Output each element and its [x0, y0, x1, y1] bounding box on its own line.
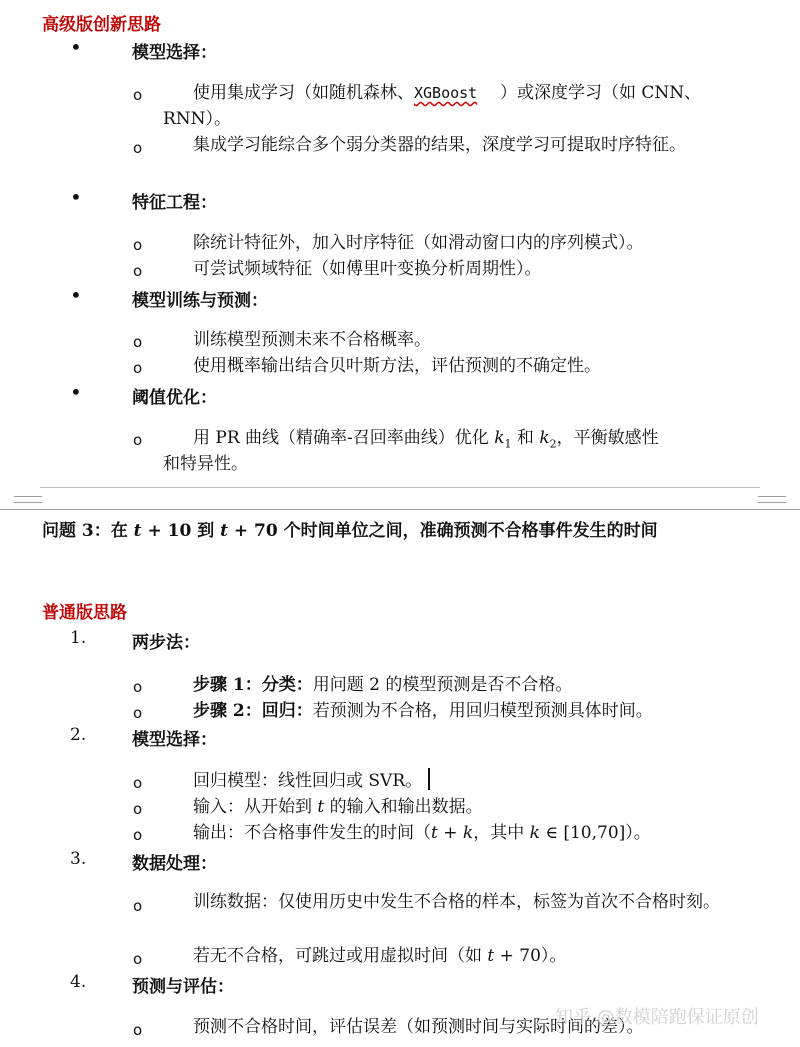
list-item-text: 集成学习能综合多个弱分类器的结果，深度学习可提取时序特征。	[193, 135, 686, 155]
list-item-text: 使用概率输出结合贝叶斯方法，评估预测的不确定性。	[193, 356, 601, 376]
list-number: 2.	[70, 725, 87, 745]
item-label-threshold: 阈值优化：	[132, 388, 217, 408]
sub-bullet-icon: o	[133, 950, 143, 968]
list-item-text: 可尝试频域特征（如傅里叶变换分析周期性）。	[193, 259, 542, 279]
bullet-icon: •	[70, 283, 82, 307]
list-item-text: 步骤 2：回归：若预测为不合格，用回归模型预测具体时间。	[193, 701, 653, 721]
margin-mark	[758, 496, 786, 497]
sub-bullet-icon: o	[133, 897, 143, 915]
item-label-train-predict: 模型训练与预测：	[132, 291, 268, 311]
list-item-text-wrap: RNN）。	[163, 109, 232, 129]
list-item-text: 回归模型：线性回归或 SVR。	[193, 768, 430, 794]
section-heading-advanced: 高级版创新思路	[42, 15, 161, 35]
margin-mark	[14, 496, 42, 497]
sub-bullet-icon: o	[133, 431, 143, 449]
list-item-text: 预测不合格时间，评估误差（如预测时间与实际时间的差）。	[193, 1017, 644, 1037]
text-cursor	[428, 768, 430, 790]
page-break-line	[0, 509, 800, 510]
section-heading-basic: 普通版思路	[42, 603, 127, 623]
margin-mark	[14, 502, 42, 503]
step-label-model-choice: 模型选择：	[132, 730, 217, 750]
list-item-text: 步骤 1：分类：用问题 2 的模型预测是否不合格。	[193, 675, 573, 695]
list-item-text: 除统计特征外，加入时序特征（如滑动窗口内的序列模式）。	[193, 233, 644, 253]
sub-bullet-icon: o	[133, 262, 143, 280]
question-title: 问题 3：在 t + 10 到 t + 70 个时间单位之间，准确预测不合格事件发生的时间	[42, 521, 658, 541]
sub-bullet-icon: o	[133, 1021, 143, 1039]
spellcheck-word: XGBoost	[414, 84, 478, 102]
item-label-model-choice: 模型选择：	[132, 43, 217, 63]
sub-bullet-icon: o	[133, 678, 143, 696]
list-item-text: 使用集成学习（如随机森林、XGBoost	[193, 83, 478, 103]
list-item-text-wrap: 和特异性。	[163, 454, 248, 474]
bullet-icon: •	[70, 185, 82, 209]
bullet-icon: •	[70, 380, 82, 404]
item-label-feature-eng: 特征工程：	[132, 193, 217, 213]
sub-bullet-icon: o	[133, 139, 143, 157]
sub-bullet-icon: o	[133, 826, 143, 844]
sub-bullet-icon: o	[133, 800, 143, 818]
step-label-two-step: 两步法：	[132, 633, 200, 653]
list-number: 3.	[70, 849, 87, 869]
sub-bullet-icon: o	[133, 774, 143, 792]
page-top-rule	[40, 487, 760, 488]
list-item-text-cont: ）或深度学习（如 CNN、	[500, 83, 702, 103]
list-item-text: 输入：从开始到 t 的输入和输出数据。	[193, 797, 483, 817]
step-label-data-processing: 数据处理：	[132, 854, 217, 874]
margin-mark	[758, 502, 786, 503]
list-number: 4.	[70, 972, 87, 992]
list-item-text: 用 PR 曲线（精确率-召回率曲线）优化 $k_1$ 和 $k_2$，平衡敏感性	[193, 428, 659, 451]
sub-bullet-icon: o	[133, 333, 143, 351]
list-item-text: 输出：不合格事件发生的时间（t + k，其中 k ∈ [10,70]）。	[193, 823, 651, 843]
list-item-text: 若无不合格，可跳过或用虚拟时间（如 t + 70）。	[193, 946, 567, 966]
step-label-predict-eval: 预测与评估：	[132, 977, 234, 997]
sub-bullet-icon: o	[133, 704, 143, 722]
sub-bullet-icon: o	[133, 86, 143, 104]
list-item-text: 训练模型预测未来不合格概率。	[193, 330, 431, 350]
watermark-text: 知乎 @数模陪跑保证原创	[555, 1007, 759, 1028]
list-number: 1.	[70, 628, 87, 648]
bullet-icon: •	[70, 35, 82, 59]
list-item-text: 训练数据：仅使用历史中发生不合格的样本，标签为首次不合格时刻。	[193, 892, 720, 912]
sub-bullet-icon: o	[133, 236, 143, 254]
sub-bullet-icon: o	[133, 359, 143, 377]
